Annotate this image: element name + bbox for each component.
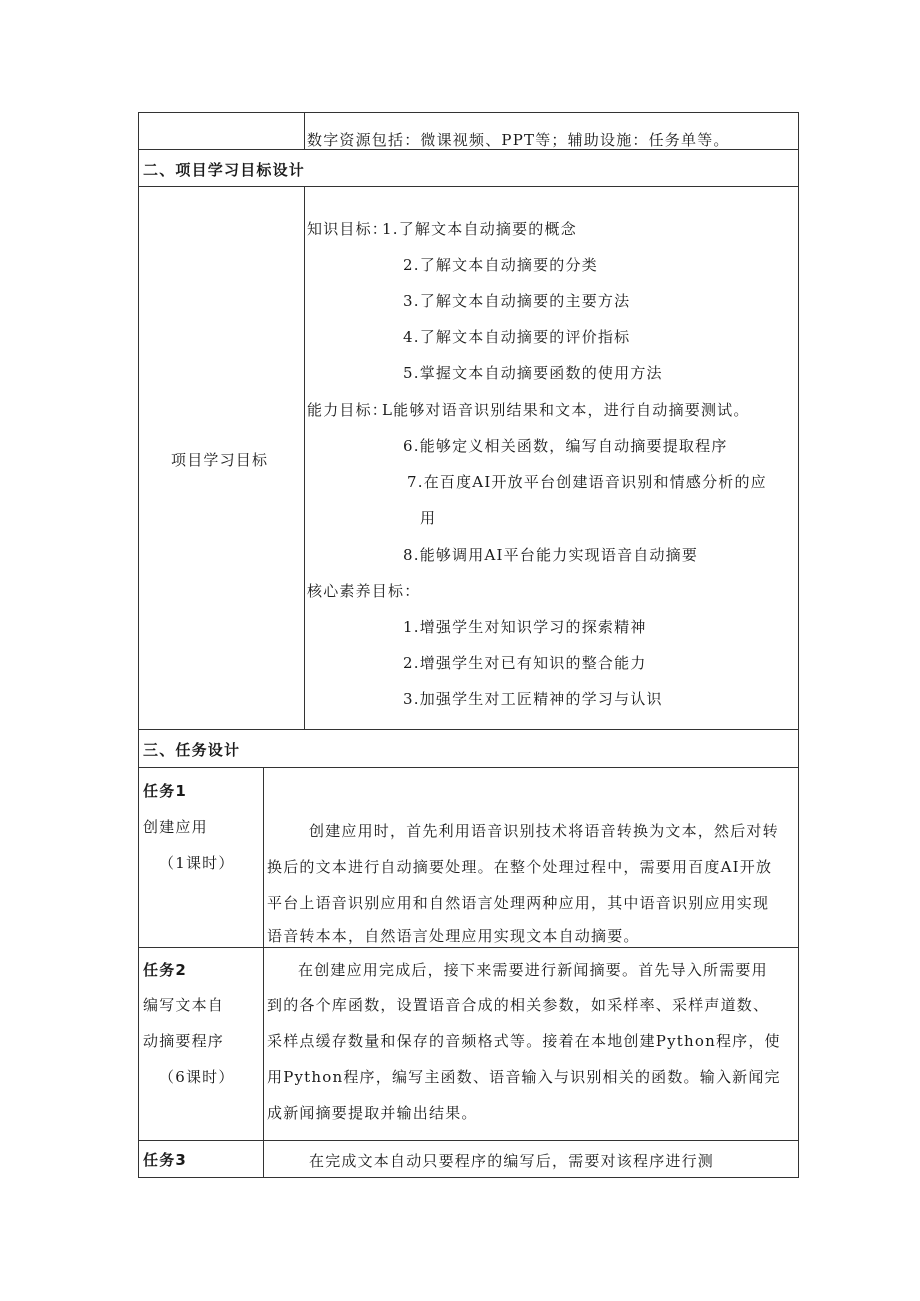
task-title: 任务1 bbox=[143, 782, 188, 800]
goals-label: 项目学习目标 bbox=[171, 451, 269, 469]
section2-heading-row bbox=[138, 150, 799, 187]
section3-title: 三、任务设计 bbox=[143, 741, 241, 759]
task-hours: （6课时） bbox=[159, 1068, 235, 1086]
task-desc-line: 在完成文本自动只要程序的编写后，需要对该程序进行测 bbox=[309, 1152, 715, 1170]
task-desc-line: 语音转本本，自然语言处理应用实现文本自动摘要。 bbox=[267, 927, 640, 945]
task-desc-line: 在创建应用完成后，接下来需要进行新闻摘要。首先导入所需要用 bbox=[298, 961, 768, 979]
task-row bbox=[138, 948, 799, 1141]
knowledge-item: 4.了解文本自动摘要的评价指标 bbox=[403, 328, 631, 346]
task-name: 编写文本自 bbox=[143, 996, 225, 1014]
core-item: 1.增强学生对知识学习的探索精神 bbox=[403, 618, 647, 636]
task-desc-line: 用Python程序，编写主函数、语音输入与识别相关的函数。输入新闻完 bbox=[267, 1068, 781, 1086]
task-desc-line: 到的各个库函数，设置语音合成的相关参数，如采样率、采样声道数、 bbox=[267, 996, 770, 1014]
ability-item: 8.能够调用AI平台能力实现语音自动摘要 bbox=[403, 546, 699, 564]
task-row bbox=[138, 768, 799, 948]
knowledge-item: 2.了解文本自动摘要的分类 bbox=[403, 256, 598, 274]
knowledge-item: 3.了解文本自动摘要的主要方法 bbox=[403, 292, 631, 310]
task-title: 任务2 bbox=[143, 961, 188, 979]
task-name: 动摘要程序 bbox=[143, 1032, 225, 1050]
task-hours: （1课时） bbox=[159, 854, 235, 872]
core-item: 2.增强学生对已有知识的整合能力 bbox=[403, 654, 647, 672]
task-desc-line: 换后的文本进行自动摘要处理。在整个处理过程中，需要用百度AI开放 bbox=[267, 858, 773, 876]
resources-row bbox=[138, 112, 799, 150]
knowledge-item: 5.掌握文本自动摘要函数的使用方法 bbox=[403, 364, 663, 382]
task-desc-line: 平台上语音识别应用和自然语言处理两种应用，其中语音识别应用实现 bbox=[267, 894, 770, 912]
task-row bbox=[138, 1141, 799, 1178]
ability-item: 7.在百度AI开放平台创建语音识别和情感分析的应 bbox=[407, 473, 767, 491]
knowledge-prefix: 知识目标： bbox=[307, 220, 389, 238]
ability-item: 用 bbox=[420, 509, 437, 527]
core-item: 3.加强学生对工匠精神的学习与认识 bbox=[403, 690, 663, 708]
ability-item: L能够对语音识别结果和文本，进行自动摘要测试。 bbox=[382, 401, 750, 419]
resources-text: 数字资源包括：微课视频、PPT等；辅助设施：任务单等。 bbox=[307, 131, 730, 149]
task-title: 任务3 bbox=[143, 1151, 188, 1169]
core-prefix: 核心素养目标： bbox=[307, 582, 421, 600]
knowledge-item: 1.了解文本自动摘要的概念 bbox=[382, 220, 577, 238]
task-desc-line: 创建应用时，首先利用语音识别技术将语音转换为文本，然后对转 bbox=[309, 822, 779, 840]
ability-item: 6.能够定义相关函数，编写自动摘要提取程序 bbox=[403, 437, 728, 455]
ability-prefix: 能力目标： bbox=[307, 401, 389, 419]
task-desc-line: 成新闻摘要提取并输出结果。 bbox=[267, 1104, 478, 1122]
task-desc-line: 采样点缓存数量和保存的音频格式等。接着在本地创建Python程序，使 bbox=[267, 1032, 781, 1050]
section2-title: 二、项目学习目标设计 bbox=[143, 161, 306, 179]
task-name: 创建应用 bbox=[143, 818, 208, 836]
goals-row bbox=[138, 187, 799, 730]
section3-heading-row bbox=[138, 730, 799, 768]
lesson-plan-table bbox=[138, 112, 799, 1178]
